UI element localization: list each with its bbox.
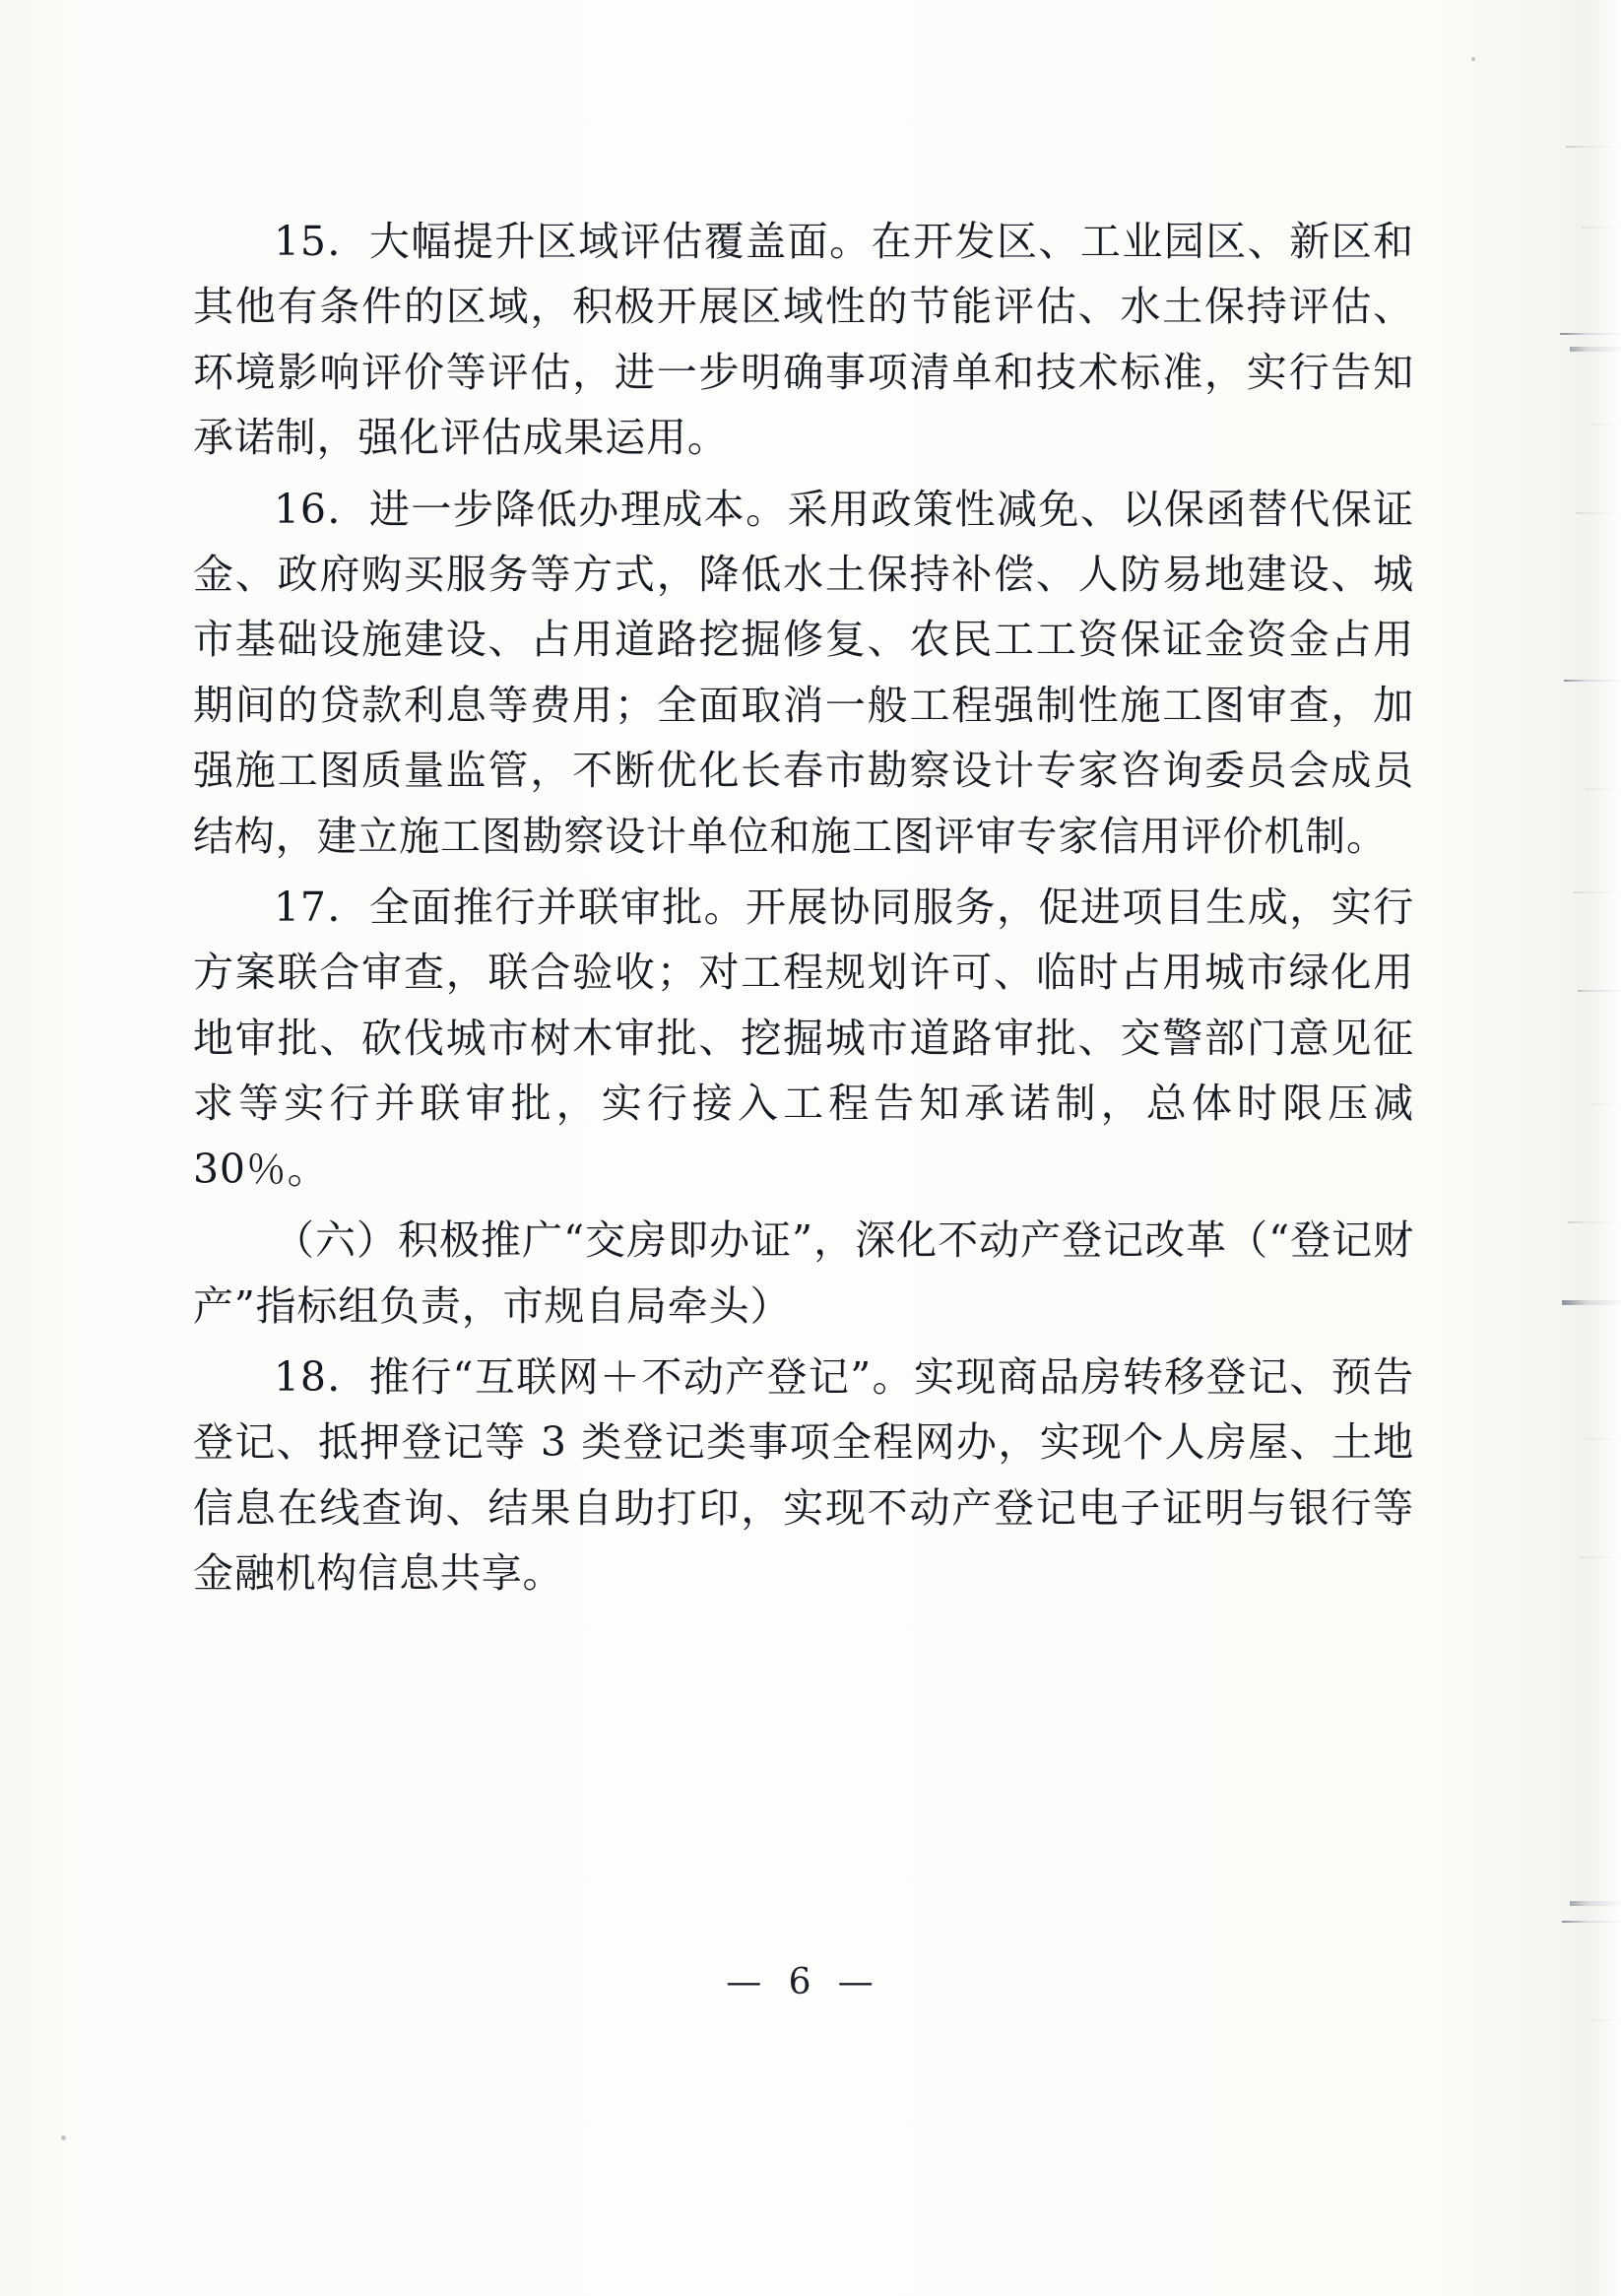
paragraph-item-18: 18．推行“互联网＋不动产登记”。实现商品房转移登记、预告登记、抵押登记等 3 类登记类事项全程网办，实现个人房屋、土地信息在线查询、结果自助打印，实现不动产登记电子证明与银行等金融机构信息共享。 — [193, 1352, 1414, 1598]
section-heading-six: （六）积极推广“交房即办证”，深化不动产登记改革（“登记财产”指标组负责，市规自局牵头） — [193, 1216, 1414, 1330]
paper-speck — [61, 2135, 66, 2140]
page-number: — 6 — — [726, 1962, 881, 2002]
paper-speck — [1471, 57, 1475, 61]
scan-edge-shadow — [1564, 0, 1621, 2296]
document-body — [193, 209, 1414, 2002]
paragraph-item-17: 17．全面推行并联审批。开展协同服务，促进项目生成，实行方案联合审查，联合验收；对工程规划许可、临时占用城市绿化用地审批、砍伐城市树木审批、挖掘城市道路审批、交警部门意见征求等实行并联审批，实行接入工程告知承诺制，总体时限压减 30％。 — [193, 884, 1414, 1193]
paragraph-item-15: 15．大幅提升区域评估覆盖面。在开发区、工业园区、新区和其他有条件的区域，积极开展区域性的节能评估、水土保持评估、环境影响评价等评估，进一步明确事项清单和技术标准，实行告知承诺制，强化评估成果运用。 — [193, 218, 1414, 462]
paragraph-item-16: 16．进一步降低办理成本。采用政策性减免、以保函替代保证金、政府购买服务等方式，降低水土保持补偿、人防易地建设、城市基础设施建设、占用道路挖掘修复、农民工工资保证金资金占用期间的贷款利息等费用；全面取消一般工程强制性施工图审查，加强施工图质量监管，不断优化长春市勘察设计专家咨询委员会成员结构，建立施工图勘察设计单位和施工图评审专家信用评价机制。 — [193, 485, 1414, 860]
